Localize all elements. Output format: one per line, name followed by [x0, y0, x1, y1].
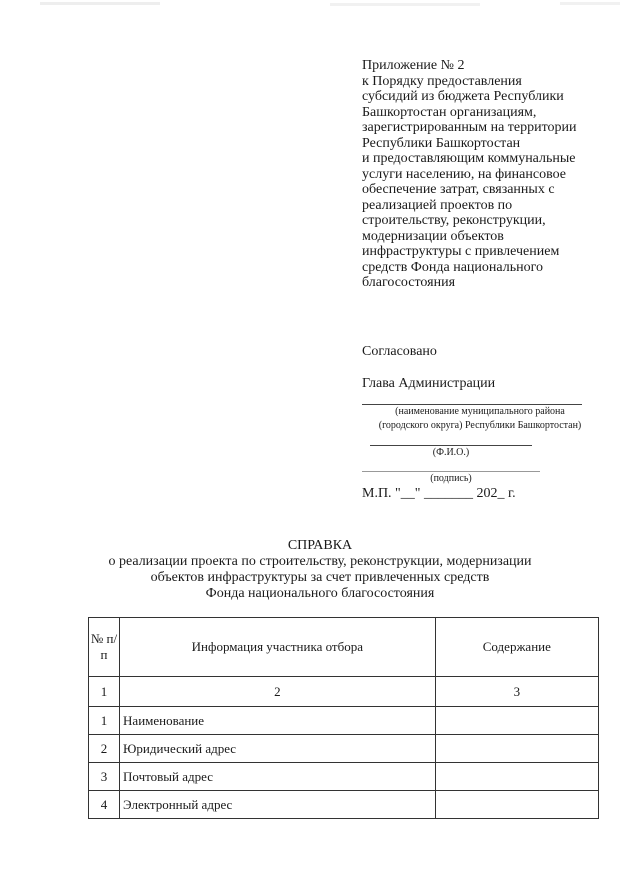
document-title: СПРАВКА	[287, 538, 353, 553]
row-content	[435, 763, 598, 791]
appendix-line: строительству, реконструкции,	[362, 213, 546, 228]
row-content	[435, 735, 598, 763]
header-num: № п/п	[89, 618, 120, 677]
appendix-line: благосостояния	[362, 275, 456, 290]
appendix-line: зарегистрированным на территории	[362, 120, 577, 135]
row-content	[435, 707, 598, 735]
appendix-line: инфраструктуры с привлечением	[362, 244, 560, 259]
header-content: Содержание	[435, 618, 598, 677]
signature-line	[362, 471, 540, 472]
appendix-line: услуги населению, на финансовое	[362, 166, 566, 182]
row-info: Почтовый адрес	[120, 763, 436, 791]
table-row	[89, 735, 599, 763]
appendix-line: к Порядку предоставления	[362, 73, 522, 89]
scan-artifact	[560, 2, 620, 5]
row-num: 3	[89, 763, 120, 791]
column-number-row	[89, 677, 599, 707]
row-info: Юридический адрес	[120, 735, 436, 763]
appendix-line: обеспечение затрат, связанных с	[362, 182, 555, 197]
head-title: Глава Администрации	[362, 376, 496, 391]
stamp-date-line: М.П. "__" _______ 202_ г.	[362, 486, 516, 501]
appendix-line: Республики Башкортостан	[362, 135, 521, 151]
appendix-line: средств Фонда национального	[362, 259, 543, 275]
scan-artifact	[330, 3, 480, 6]
appendix-line: и предоставляющим коммунальные	[362, 151, 576, 166]
participant-info-table	[88, 617, 599, 819]
appendix-line: реализацией проектов по	[362, 197, 513, 213]
scan-artifact	[40, 2, 160, 5]
appendix-line: субсидий из бюджета Республики	[362, 89, 564, 104]
row-info: Наименование	[120, 707, 436, 735]
table-header-row	[89, 618, 599, 677]
row-num: 1	[89, 707, 120, 735]
appendix-line: Приложение № 2	[362, 58, 465, 73]
row-num: 4	[89, 791, 120, 819]
column-number: 3	[435, 677, 598, 707]
appendix-line: Башкортостан организациям,	[362, 104, 537, 120]
row-content	[435, 791, 598, 819]
table-row	[89, 791, 599, 819]
district-caption: (городского округа) Республики Башкортостан)	[378, 420, 582, 431]
fio-line	[370, 445, 532, 446]
table-row	[89, 763, 599, 791]
header-info: Информация участника отбора	[120, 618, 436, 677]
appendix-line: модернизации объектов	[362, 228, 504, 244]
agreed-label: Согласовано	[362, 344, 437, 359]
column-number: 1	[89, 677, 120, 707]
appendix-note	[362, 58, 632, 291]
row-num: 2	[89, 735, 120, 763]
signature-caption: (подпись)	[430, 473, 472, 484]
table-row	[89, 707, 599, 735]
district-name-line	[362, 404, 582, 405]
district-caption: (наименование муниципального района	[395, 406, 565, 417]
row-info: Электронный адрес	[120, 791, 436, 819]
document-subtitle: объектов инфраструктуры за счет привлеченных средств	[150, 570, 490, 585]
document-subtitle: Фонда национального благосостояния	[205, 586, 435, 601]
document-subtitle: о реализации проекта по строительству, реконструкции, модернизации	[108, 554, 532, 569]
column-number: 2	[120, 677, 436, 707]
fio-caption: (Ф.И.О.)	[432, 447, 470, 458]
